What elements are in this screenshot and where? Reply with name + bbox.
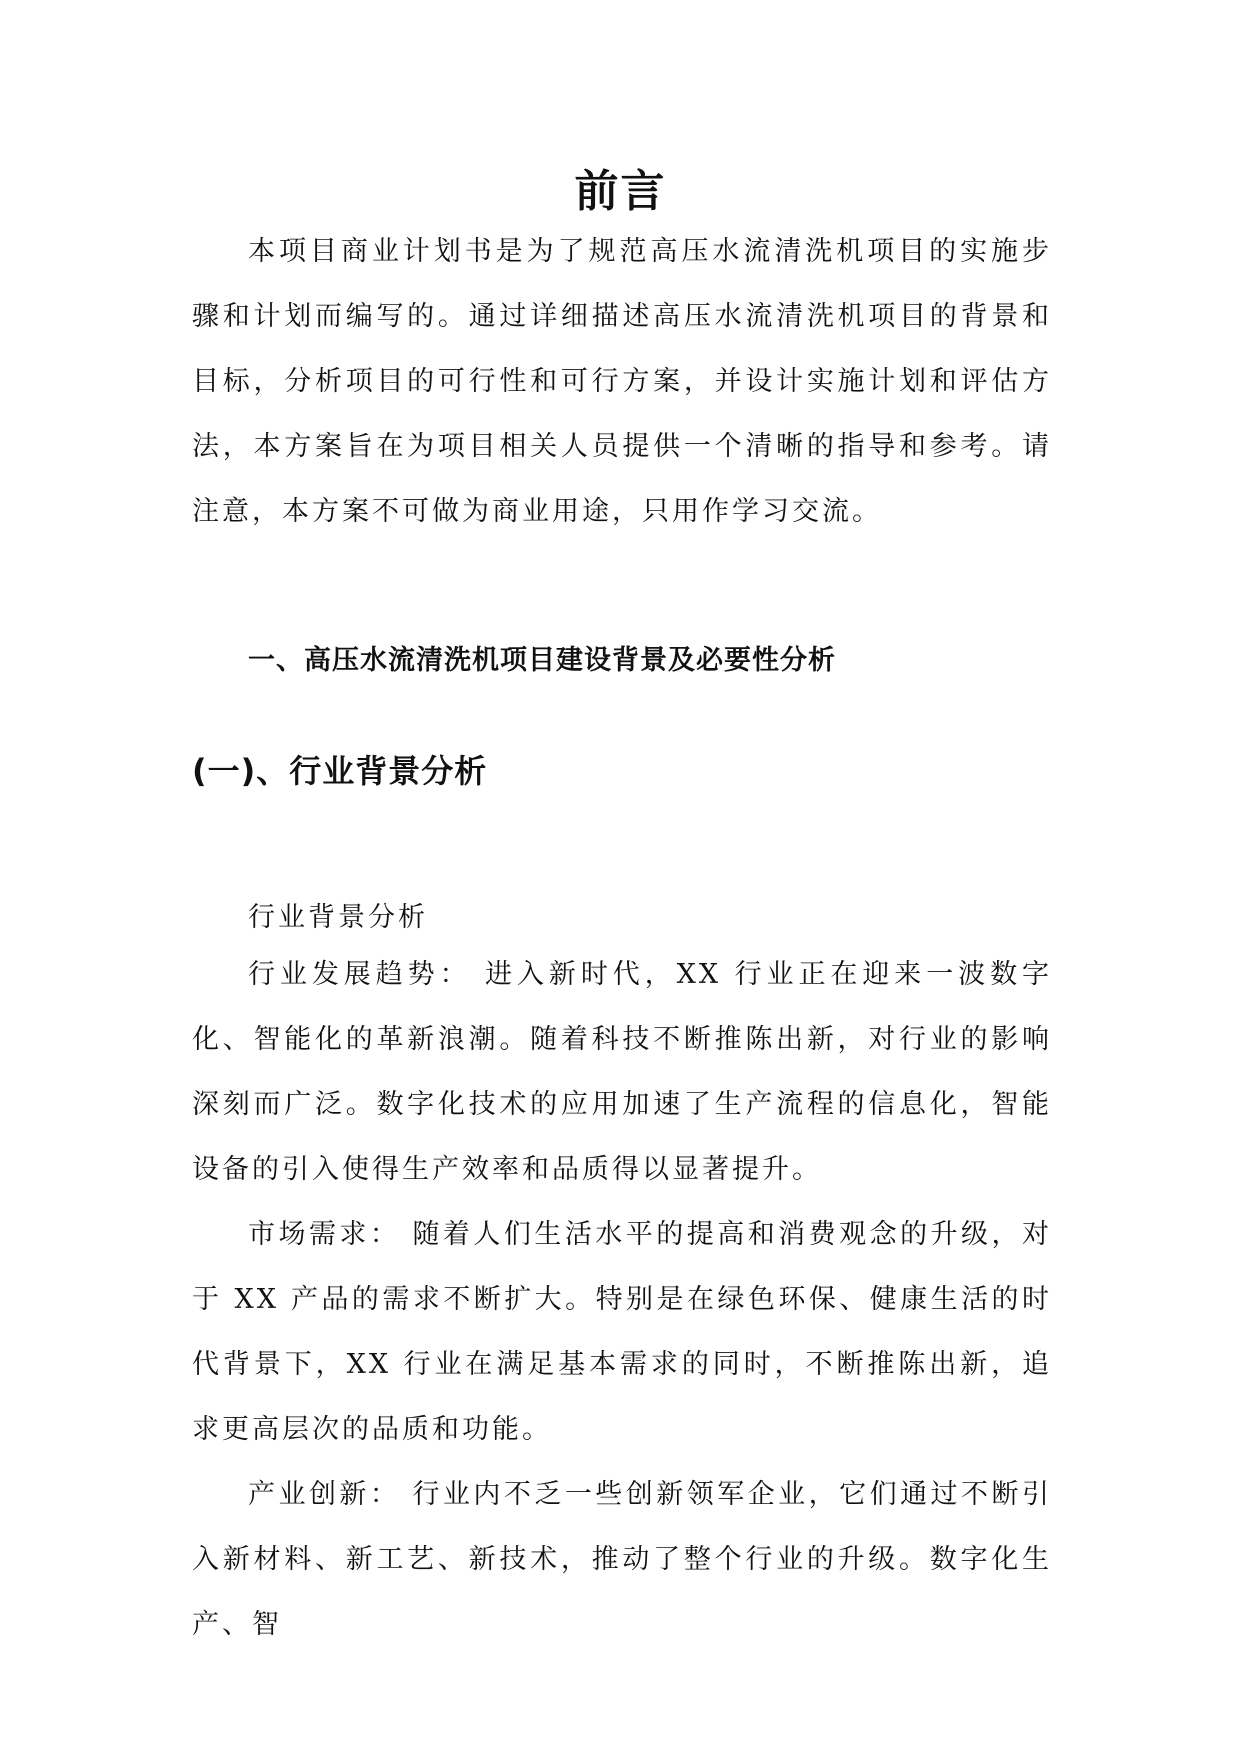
paragraph-industry-trend: 行业发展趋势： 进入新时代，XX 行业正在迎来一波数字化、智能化的革新浪潮。随着科技不断推陈出新，对行业的影响深刻而广泛。数字化技术的应用加速了生产流程的信息化，智能设备的引入使得生产效率和品质得以显著提升。 <box>192 959 1052 1185</box>
subsection-label: 行业背景分析 <box>248 902 428 933</box>
paragraph-industry-innovation: 产业创新： 行业内不乏一些创新领军企业，它们通过不断引入新材料、新工艺、新技术，推动了整个行业的升级。数字化生产、智 <box>192 1479 1052 1640</box>
subsection-heading: (一)、行业背景分析 <box>192 752 488 790</box>
paragraph-market-demand: 市场需求： 随着人们生活水平的提高和消费观念的升级，对于 XX 产品的需求不断扩大。特别是在绿色环保、健康生活的时代背景下，XX 行业在满足基本需求的同时，不断推陈出新，追求更高层次的品质和功能。 <box>192 1219 1052 1445</box>
preface-paragraph: 本项目商业计划书是为了规范高压水流清洗机项目的实施步骤和计划而编写的。通过详细描述高压水流清洗机项目的背景和目标，分析项目的可行性和可行方案，并设计实施计划和评估方法，本方案旨在为项目相关人员提供一个清晰的指导和参考。请注意，本方案不可做为商业用途，只用作学习交流。 <box>192 236 1052 527</box>
page-title: 前言 <box>574 166 667 217</box>
section-heading: 一、高压水流清洗机项目建设背景及必要性分析 <box>248 645 836 676</box>
